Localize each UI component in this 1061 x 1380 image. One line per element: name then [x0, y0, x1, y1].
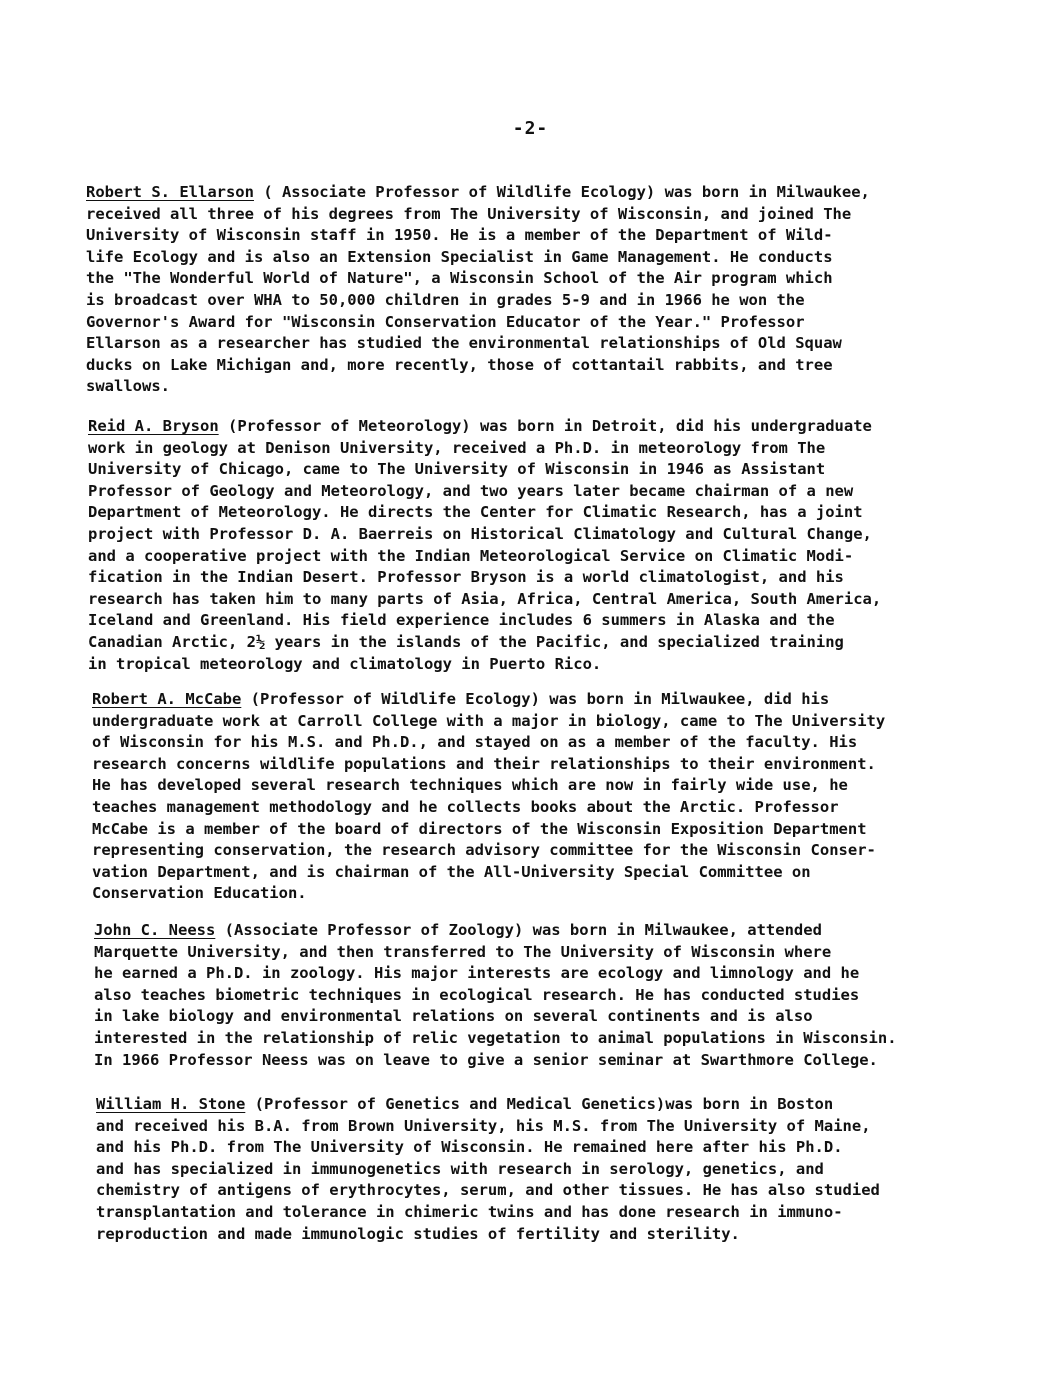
biography-paragraph — [86, 182, 1016, 398]
bio-line: ducks on Lake Michigan and, more recently, those of cottantail rabbits, and tree — [86, 355, 833, 374]
bio-line: he earned a Ph.D. in zoology. His major interests are ecology and limnology and he — [94, 964, 860, 983]
bio-line: research concerns wildlife populations and their relationships to their environment. — [92, 754, 876, 773]
bio-line: vation Department, and is chairman of the All-University Special Committee on — [92, 862, 811, 881]
person-name: William H. Stone — [96, 1095, 246, 1113]
bio-line: and a cooperative project with the Indian Meteorological Service on Climatic Modi- — [88, 546, 854, 565]
bio-line: representing conservation, the research advisory committee for the Wisconsin Conser- — [92, 841, 876, 860]
bio-line: research has taken him to many parts of Asia, Africa, Central America, South America, — [88, 589, 882, 608]
bio-line: and received his B.A. from Brown University, his M.S. from The University of Maine, — [96, 1116, 871, 1135]
bio-line: project with Professor D. A. Baerreis on Historical Climatology and Cultural Change, — [88, 524, 872, 543]
bio-line: Marquette University, and then transferred to The University of Wisconsin where — [94, 942, 832, 961]
bio-line: (Professor of Wildlife Ecology) was born in Milwaukee, did his — [241, 690, 830, 708]
bio-line: in lake biology and environmental relations on several continents and is also — [94, 1007, 813, 1026]
person-name: Robert S. Ellarson — [86, 183, 254, 201]
bio-line: Conservation Education. — [92, 884, 307, 903]
bio-line: He has developed several research techniques which are now in fairly wide use, he — [92, 776, 848, 795]
bio-line: transplantation and tolerance in chimeric twins and has done research in immuno- — [96, 1202, 843, 1221]
biography-paragraph — [88, 416, 1018, 675]
bio-line: McCabe is a member of the board of directors of the Wisconsin Exposition Department — [92, 819, 867, 838]
bio-line: received all three of his degrees from The University of Wisconsin, and joined The — [86, 204, 852, 223]
bio-line: (Professor of Meteorology) was born in Detroit, did his undergraduate — [218, 417, 872, 435]
biography-paragraph — [96, 1094, 1026, 1245]
bio-line: and has specialized in immunogenetics with research in serology, genetics, and — [96, 1159, 824, 1178]
bio-line: Department of Meteorology. He directs the Center for Climatic Research, has a joint — [88, 503, 863, 522]
bio-line: Professor of Geology and Meteorology, and two years later became chairman of a new — [88, 481, 854, 500]
person-name: Reid A. Bryson — [88, 417, 219, 435]
bio-line: (Associate Professor of Zoology) was born in Milwaukee, attended — [215, 921, 822, 939]
bio-line: work in geology at Denison University, received a Ph.D. in meteorology from The — [88, 438, 826, 457]
bio-line: also teaches biometric techniques in ecological research. He has conducted studies — [94, 985, 860, 1004]
bio-line: University of Chicago, came to The University of Wisconsin in 1946 as Assistant — [88, 460, 826, 479]
bio-line: reproduction and made immunologic studies of fertility and sterility. — [96, 1224, 740, 1243]
person-name: Robert A. McCabe — [92, 690, 242, 708]
bio-line: fication in the Indian Desert. Professor Bryson is a world climatologist, and his — [88, 568, 844, 587]
bio-line: undergraduate work at Carroll College with a major in biology, came to The University — [92, 711, 886, 730]
bio-line: Ellarson as a researcher has studied the environmental relationships of Old Squaw — [86, 334, 842, 353]
bio-line: In 1966 Professor Neess was on leave to give a senior seminar at Swarthmore College. — [94, 1050, 878, 1069]
biography-paragraph — [92, 689, 1022, 905]
bio-line: of Wisconsin for his M.S. and Ph.D., and stayed on as a member of the faculty. His — [92, 733, 858, 752]
bio-line: Governor's Award for "Wisconsin Conservation Educator of the Year." Professor — [86, 312, 805, 331]
page-number: -2- — [512, 118, 549, 139]
bio-line: life Ecology and is also an Extension Specialist in Game Management. He conducts — [86, 247, 833, 266]
person-name: John C. Neess — [94, 921, 216, 939]
bio-line: University of Wisconsin staff in 1950. He is a member of the Department of Wild- — [86, 226, 833, 245]
bio-line: Canadian Arctic, 2½ years in the islands of the Pacific, and specialized training — [88, 632, 844, 651]
bio-line: and his Ph.D. from The University of Wisconsin. He remained here after his Ph.D. — [96, 1138, 843, 1157]
bio-line: interested in the relationship of relic vegetation to animal populations in Wisconsin. — [94, 1028, 897, 1047]
bio-line: swallows. — [86, 377, 170, 396]
bio-line: teaches management methodology and he collects books about the Arctic. Professor — [92, 797, 839, 816]
bio-line: is broadcast over WHA to 50,000 children in grades 5-9 and in 1966 he won the — [86, 290, 805, 309]
bio-line: in tropical meteorology and climatology in Puerto Rico. — [88, 654, 602, 673]
biography-paragraph — [94, 920, 1024, 1071]
bio-line: (Professor of Genetics and Medical Genetics)was born in Boston — [245, 1095, 834, 1113]
bio-line: the "The Wonderful World of Nature", a Wisconsin School of the Air program which — [86, 269, 833, 288]
bio-line: Iceland and Greenland. His field experience includes 6 summers in Alaska and the — [88, 611, 835, 630]
bio-line: chemistry of antigens of erythrocytes, serum, and other tissues. He has also studied — [96, 1181, 880, 1200]
bio-line: ( Associate Professor of Wildlife Ecology) was born in Milwaukee, — [253, 183, 870, 201]
